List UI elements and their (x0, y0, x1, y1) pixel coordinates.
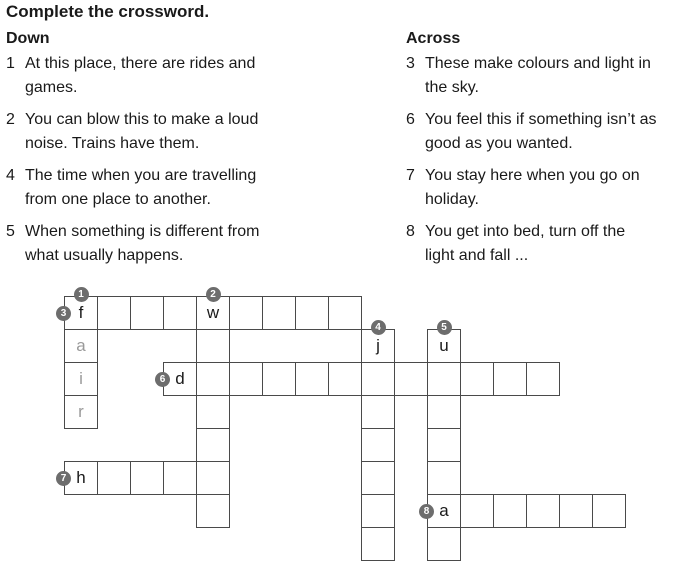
crossword-cell[interactable]: r (64, 395, 98, 429)
clue-text-line: The time when you are travelling (25, 167, 257, 184)
clue-text-line: These make colours and light in (425, 55, 651, 72)
crossword-cell[interactable] (361, 362, 395, 396)
clue-text-line: You stay here when you go on (425, 167, 640, 184)
crossword-cell[interactable]: d (163, 362, 197, 396)
crossword-cell[interactable]: a (64, 329, 98, 363)
crossword-cell[interactable] (592, 494, 626, 528)
crossword-cell[interactable] (559, 494, 593, 528)
crossword-cell[interactable] (427, 527, 461, 561)
clue-number: 2 (6, 111, 15, 128)
crossword-cell[interactable] (427, 395, 461, 429)
crossword-cell[interactable] (460, 494, 494, 528)
clue-text-line: You can blow this to make a loud (25, 111, 259, 128)
clue-number: 1 (6, 55, 15, 72)
clue-number-badge: 7 (56, 471, 71, 486)
down-heading: Down (6, 30, 50, 47)
crossword-cell[interactable] (526, 494, 560, 528)
page-title: Complete the crossword. (6, 2, 210, 21)
crossword-cell[interactable] (493, 494, 527, 528)
clue-number-badge: 4 (371, 320, 386, 335)
crossword-cell[interactable] (361, 428, 395, 462)
clue-text-line: When something is different from (25, 223, 260, 240)
crossword-cell[interactable] (130, 296, 164, 330)
crossword-cell[interactable] (361, 527, 395, 561)
clue-text-line: from one place to another. (25, 191, 211, 208)
crossword-cell[interactable] (196, 395, 230, 429)
clue-text-line: games. (25, 79, 78, 96)
clue-text-line: the sky. (425, 79, 479, 96)
crossword-cell[interactable]: f (64, 296, 98, 330)
crossword-cell[interactable] (526, 362, 560, 396)
crossword-cell[interactable] (196, 428, 230, 462)
across-heading: Across (406, 30, 461, 47)
crossword-cell[interactable] (196, 362, 230, 396)
crossword-cell[interactable] (460, 362, 494, 396)
crossword-cell[interactable] (196, 461, 230, 495)
clue-number-badge: 1 (74, 287, 89, 302)
crossword-cell[interactable] (163, 296, 197, 330)
clue-number-badge: 5 (437, 320, 452, 335)
clue-text-line: good as you wanted. (425, 135, 573, 152)
crossword-cell[interactable]: h (64, 461, 98, 495)
clue-number: 8 (406, 223, 415, 240)
crossword-cell[interactable] (427, 362, 461, 396)
crossword-cell[interactable] (427, 428, 461, 462)
crossword-cell[interactable] (163, 461, 197, 495)
crossword-cell[interactable]: a (427, 494, 461, 528)
crossword-cell[interactable] (361, 494, 395, 528)
crossword-cell[interactable] (196, 494, 230, 528)
clue-number: 3 (406, 55, 415, 72)
crossword-cell[interactable] (493, 362, 527, 396)
clue-number-badge: 3 (56, 306, 71, 321)
clue-text-line: At this place, there are rides and (25, 55, 256, 72)
crossword-cell[interactable]: u (427, 329, 461, 363)
crossword-cell[interactable] (427, 461, 461, 495)
crossword-cell[interactable] (295, 296, 329, 330)
crossword-cell[interactable] (262, 296, 296, 330)
crossword-cell[interactable] (229, 296, 263, 330)
clue-text-line: holiday. (425, 191, 479, 208)
crossword-cell[interactable] (328, 296, 362, 330)
crossword-cell[interactable] (394, 362, 428, 396)
crossword-cell[interactable] (97, 296, 131, 330)
crossword-cell[interactable] (361, 461, 395, 495)
crossword-cell[interactable]: j (361, 329, 395, 363)
clue-number-badge: 2 (206, 287, 221, 302)
clue-text-line: what usually happens. (25, 247, 184, 264)
crossword-cell[interactable] (97, 461, 131, 495)
clue-text-line: You feel this if something isn’t as (425, 111, 657, 128)
crossword-cell[interactable] (196, 329, 230, 363)
crossword-cell[interactable] (130, 461, 164, 495)
crossword-cell[interactable] (295, 362, 329, 396)
crossword-cell[interactable] (229, 362, 263, 396)
crossword-cell[interactable]: i (64, 362, 98, 396)
clue-number: 6 (406, 111, 415, 128)
crossword-cell[interactable] (361, 395, 395, 429)
clue-text-line: noise. Trains have them. (25, 135, 200, 152)
crossword-cell[interactable] (262, 362, 296, 396)
clue-number-badge: 6 (155, 372, 170, 387)
crossword-cell[interactable]: w (196, 296, 230, 330)
clue-number-badge: 8 (419, 504, 434, 519)
clue-number: 5 (6, 223, 15, 240)
crossword-cell[interactable] (328, 362, 362, 396)
clue-text-line: light and fall ... (425, 247, 529, 264)
clue-number: 7 (406, 167, 415, 184)
clue-number: 4 (6, 167, 15, 184)
clue-text-line: You get into bed, turn off the (425, 223, 626, 240)
